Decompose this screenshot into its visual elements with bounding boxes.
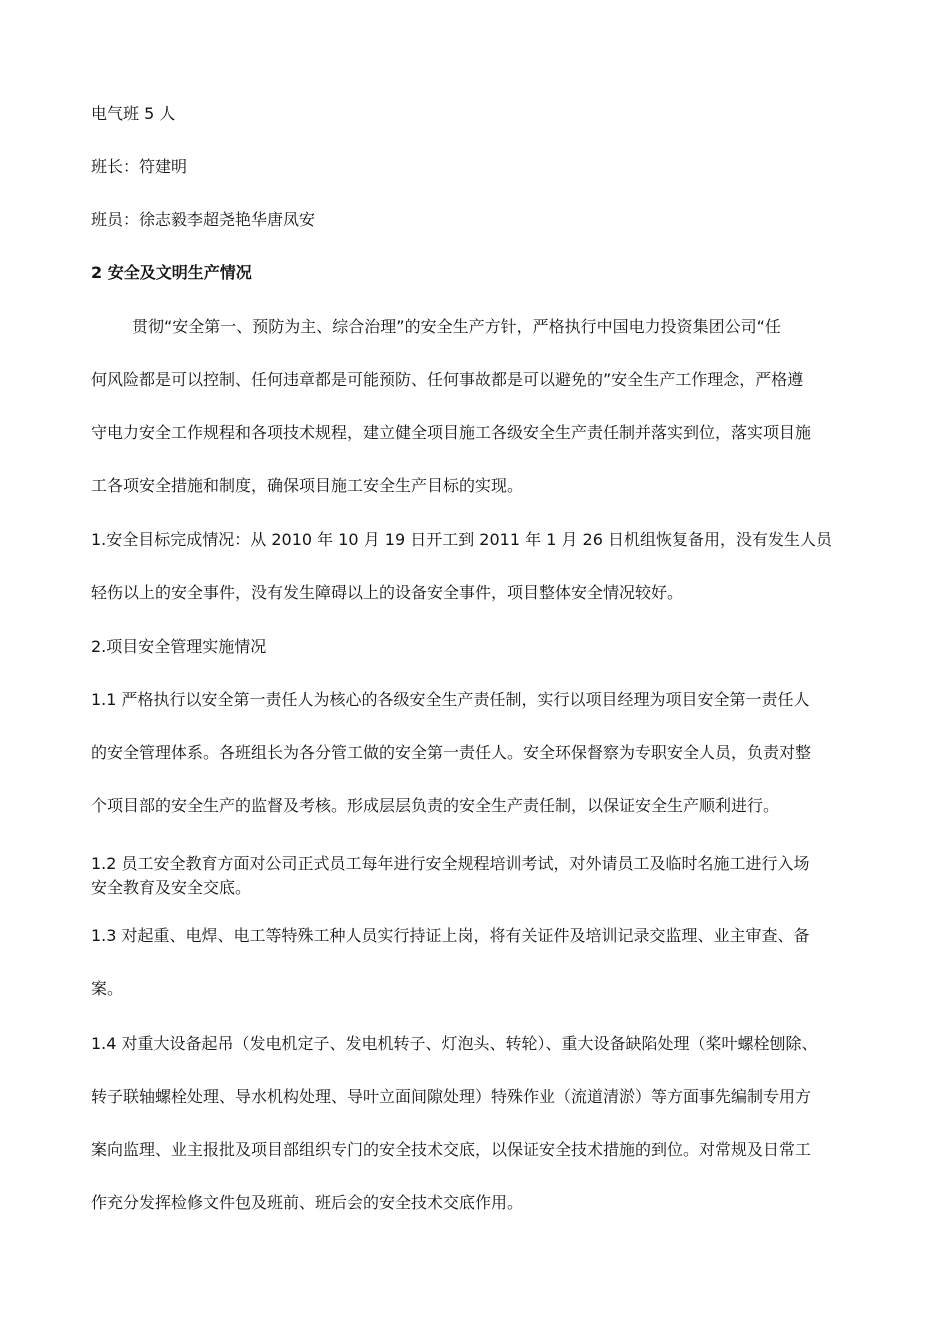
team-leader: 班长：符建明 xyxy=(91,157,188,176)
item2-1-line: 个项目部的安全生产的监督及考核。形成层层负责的安全生产责任制，以保证安全生产顺利进行。 xyxy=(91,796,780,815)
item2-4-line: 1.4 对重大设备起吊（发电机定子、发电机转子、灯泡头、转轮）、重大设备缺陷处理（桨叶螺栓刨除、 xyxy=(91,1034,818,1053)
section-heading: 2 安全及文明生产情况 xyxy=(91,263,252,282)
team-title: 电气班 5 人 xyxy=(91,104,176,123)
item2-4-line: 作充分发挥检修文件包及班前、班后会的安全技术交底作用。 xyxy=(91,1193,524,1212)
item2-1-line: 1.1 严格执行以安全第一责任人为核心的各级安全生产责任制，实行以项目经理为项目安全第一责任人 xyxy=(91,690,810,709)
item2-4-line: 案向监理、业主报批及项目部组织专门的安全技术交底，以保证安全技术措施的到位。对常规及日常工 xyxy=(91,1140,812,1159)
item1-line: 1.安全目标完成情况：从 2010 年 10 月 19 日开工到 2011 年 1 月 26 日机组恢复备用，没有发生人员 xyxy=(91,530,832,549)
item2-2-line: 1.2 员工安全教育方面对公司正式员工每年进行安全规程培训考试，对外请员工及临时名施工进行入场 xyxy=(91,854,810,873)
item2-4-line: 转子联轴螺栓处理、导水机构处理、导叶立面间隙处理）特殊作业（流道清淤）等方面事先编制专用方 xyxy=(91,1087,812,1106)
item1-line: 轻伤以上的安全事件，没有发生障碍以上的设备安全事件，项目整体安全情况较好。 xyxy=(91,583,684,602)
intro-line: 工各项安全措施和制度，确保项目施工安全生产目标的实现。 xyxy=(91,476,524,495)
item2-1-line: 的安全管理体系。各班组长为各分管工做的安全第一责任人。安全环保督察为专职安全人员，负责对整 xyxy=(91,743,812,762)
item2-heading: 2.项目安全管理实施情况 xyxy=(91,637,267,656)
item2-2-line: 安全教育及安全交底。 xyxy=(91,878,252,897)
team-members: 班员：徐志毅李超尧艳华唐凤安 xyxy=(91,210,316,229)
item2-3-line: 案。 xyxy=(91,979,124,998)
item2-3-line: 1.3 对起重、电焊、电工等特殊工种人员实行持证上岗，将有关证件及培训记录交监理、业主审查、备 xyxy=(91,926,810,945)
intro-line: 何风险都是可以控制、任何违章都是可能预防、任何事故都是可以避免的”安全生产工作理念，严格遵 xyxy=(91,370,804,389)
intro-line: 贯彻“安全第一、预防为主、综合治理”的安全生产方针，严格执行中国电力投资集团公司“任 xyxy=(132,317,781,336)
intro-line: 守电力安全工作规程和各项技术规程，建立健全项目施工各级安全生产责任制并落实到位，落实项目施 xyxy=(91,423,812,442)
